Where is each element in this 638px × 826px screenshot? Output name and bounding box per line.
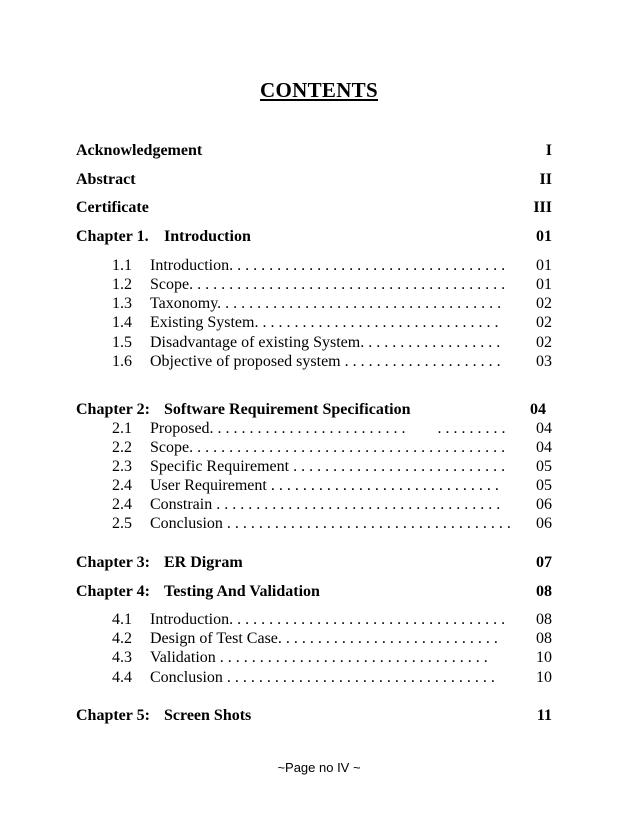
section-number: 2.5 — [112, 515, 132, 532]
section-text: Objective of proposed system . . . . . . . . . . . . . . . . . . . . — [150, 353, 501, 370]
section-text: Scope. . . . . . . . . . . . . . . . . . . . . . . . . . . . . . . . . . . . . . . . — [150, 276, 506, 293]
section-number: 2.3 — [112, 458, 132, 475]
section-page: 06 — [536, 496, 552, 513]
toc-entry-certificate — [0, 199, 638, 221]
chapter-title: Software Requirement Specification — [164, 401, 411, 418]
section-number: 2.2 — [112, 439, 132, 456]
chapter-page: 04 — [530, 401, 546, 418]
section-page: 10 — [536, 669, 552, 686]
contents-title: CONTENTS — [260, 78, 378, 102]
toc-section — [0, 314, 638, 336]
section-page: 05 — [536, 477, 552, 494]
section-number: 4.2 — [112, 630, 132, 647]
toc-entry-label: Acknowledgement — [76, 142, 203, 159]
section-text: User Requirement . . . . . . . . . . . . . . . . . . . . . . . . . . . . . — [150, 477, 499, 494]
section-number: 4.4 — [112, 669, 132, 686]
section-number: 4.3 — [112, 649, 132, 666]
section-page: 08 — [536, 611, 552, 628]
toc-entry-label: Certificate — [76, 199, 149, 216]
section-number: 2.4 — [112, 496, 132, 513]
section-text: Conclusion . . . . . . . . . . . . . . . . . . . . . . . . . . . . . . . . . . — [150, 669, 495, 686]
chapter-number: Chapter 2: — [76, 401, 150, 418]
toc-entry-label: Abstract — [76, 171, 136, 188]
section-text: Introduction. . . . . . . . . . . . . . . . . . . . . . . . . . . . . . . . . . . — [150, 257, 506, 274]
toc-section — [0, 515, 638, 537]
section-page: 06 — [536, 515, 552, 532]
section-page: 08 — [536, 630, 552, 647]
toc-entry-page: I — [545, 142, 552, 159]
section-number: 1.2 — [112, 276, 132, 293]
chapter-page: 08 — [536, 583, 552, 600]
toc-chapter-5 — [0, 707, 638, 729]
section-text: Existing System. . . . . . . . . . . . . . . . . . . . . . . . . . . . . . . — [150, 314, 499, 331]
section-text: Specific Requirement . . . . . . . . . . . . . . . . . . . . . . . . . . . — [150, 458, 506, 475]
toc-chapter-3 — [0, 554, 638, 576]
chapter-title: Screen Shots — [164, 707, 252, 724]
toc-entry-abstract — [0, 171, 638, 193]
section-text: Constrain . . . . . . . . . . . . . . . . . . . . . . . . . . . . . . . . . . . . — [150, 496, 501, 513]
toc-section — [0, 353, 638, 375]
chapter-page: 11 — [536, 707, 552, 724]
chapter-title: ER Digram — [164, 554, 243, 571]
section-page: 01 — [536, 276, 552, 293]
chapter-title: Testing And Validation — [164, 583, 320, 600]
toc-chapter-4 — [0, 583, 638, 605]
section-number: 2.4 — [112, 477, 132, 494]
chapter-page: 01 — [536, 228, 552, 245]
section-text: Disadvantage of existing System. . . . . . . . . . . . . . . . . . — [150, 334, 501, 351]
section-number: 1.6 — [112, 353, 132, 370]
section-page: 01 — [536, 257, 552, 274]
chapter-number: Chapter 5: — [76, 707, 150, 724]
chapter-page: 07 — [536, 554, 552, 571]
page-number-footer: ~Page no IV ~ — [277, 760, 361, 775]
section-number: 1.5 — [112, 334, 132, 351]
section-page: 02 — [536, 334, 552, 351]
section-text: Conclusion . . . . . . . . . . . . . . . . . . . . . . . . . . . . . . . . . . . . — [150, 515, 511, 532]
chapter-title: Introduction — [164, 228, 251, 245]
section-page: 02 — [536, 314, 552, 331]
toc-entry-acknowledgement — [0, 142, 638, 164]
section-page: 03 — [536, 353, 552, 370]
section-number: 4.1 — [112, 611, 132, 628]
toc-section — [0, 649, 638, 671]
section-page: 04 — [536, 420, 552, 437]
section-text: Scope. . . . . . . . . . . . . . . . . . . . . . . . . . . . . . . . . . . . . . . . — [150, 439, 506, 456]
toc-chapter-1 — [0, 228, 638, 250]
chapter-number: Chapter 3: — [76, 554, 150, 571]
section-page: 02 — [536, 295, 552, 312]
section-number: 1.4 — [112, 314, 132, 331]
toc-entry-page: II — [539, 171, 552, 188]
section-text: Design of Test Case. . . . . . . . . . . . . . . . . . . . . . . . . . . . — [150, 630, 498, 647]
toc-entry-page: III — [533, 199, 552, 216]
section-text: Introduction. . . . . . . . . . . . . . . . . . . . . . . . . . . . . . . . . . . — [150, 611, 506, 628]
section-text: Proposed. . . . . . . . . . . . . . . . . . . . . . . . . . . . . . . . . . — [150, 420, 506, 437]
chapter-number: Chapter 1. — [76, 228, 149, 245]
section-number: 2.1 — [112, 420, 132, 437]
section-page: 04 — [536, 439, 552, 456]
section-number: 1.3 — [112, 295, 132, 312]
section-text: Validation . . . . . . . . . . . . . . . . . . . . . . . . . . . . . . . . . . — [150, 649, 488, 666]
section-page: 05 — [536, 458, 552, 475]
section-text: Taxonomy. . . . . . . . . . . . . . . . . . . . . . . . . . . . . . . . . . . . — [150, 295, 502, 312]
chapter-number: Chapter 4: — [76, 583, 150, 600]
toc-section — [0, 669, 638, 691]
section-page: 10 — [536, 649, 552, 666]
section-number: 1.1 — [112, 257, 132, 274]
